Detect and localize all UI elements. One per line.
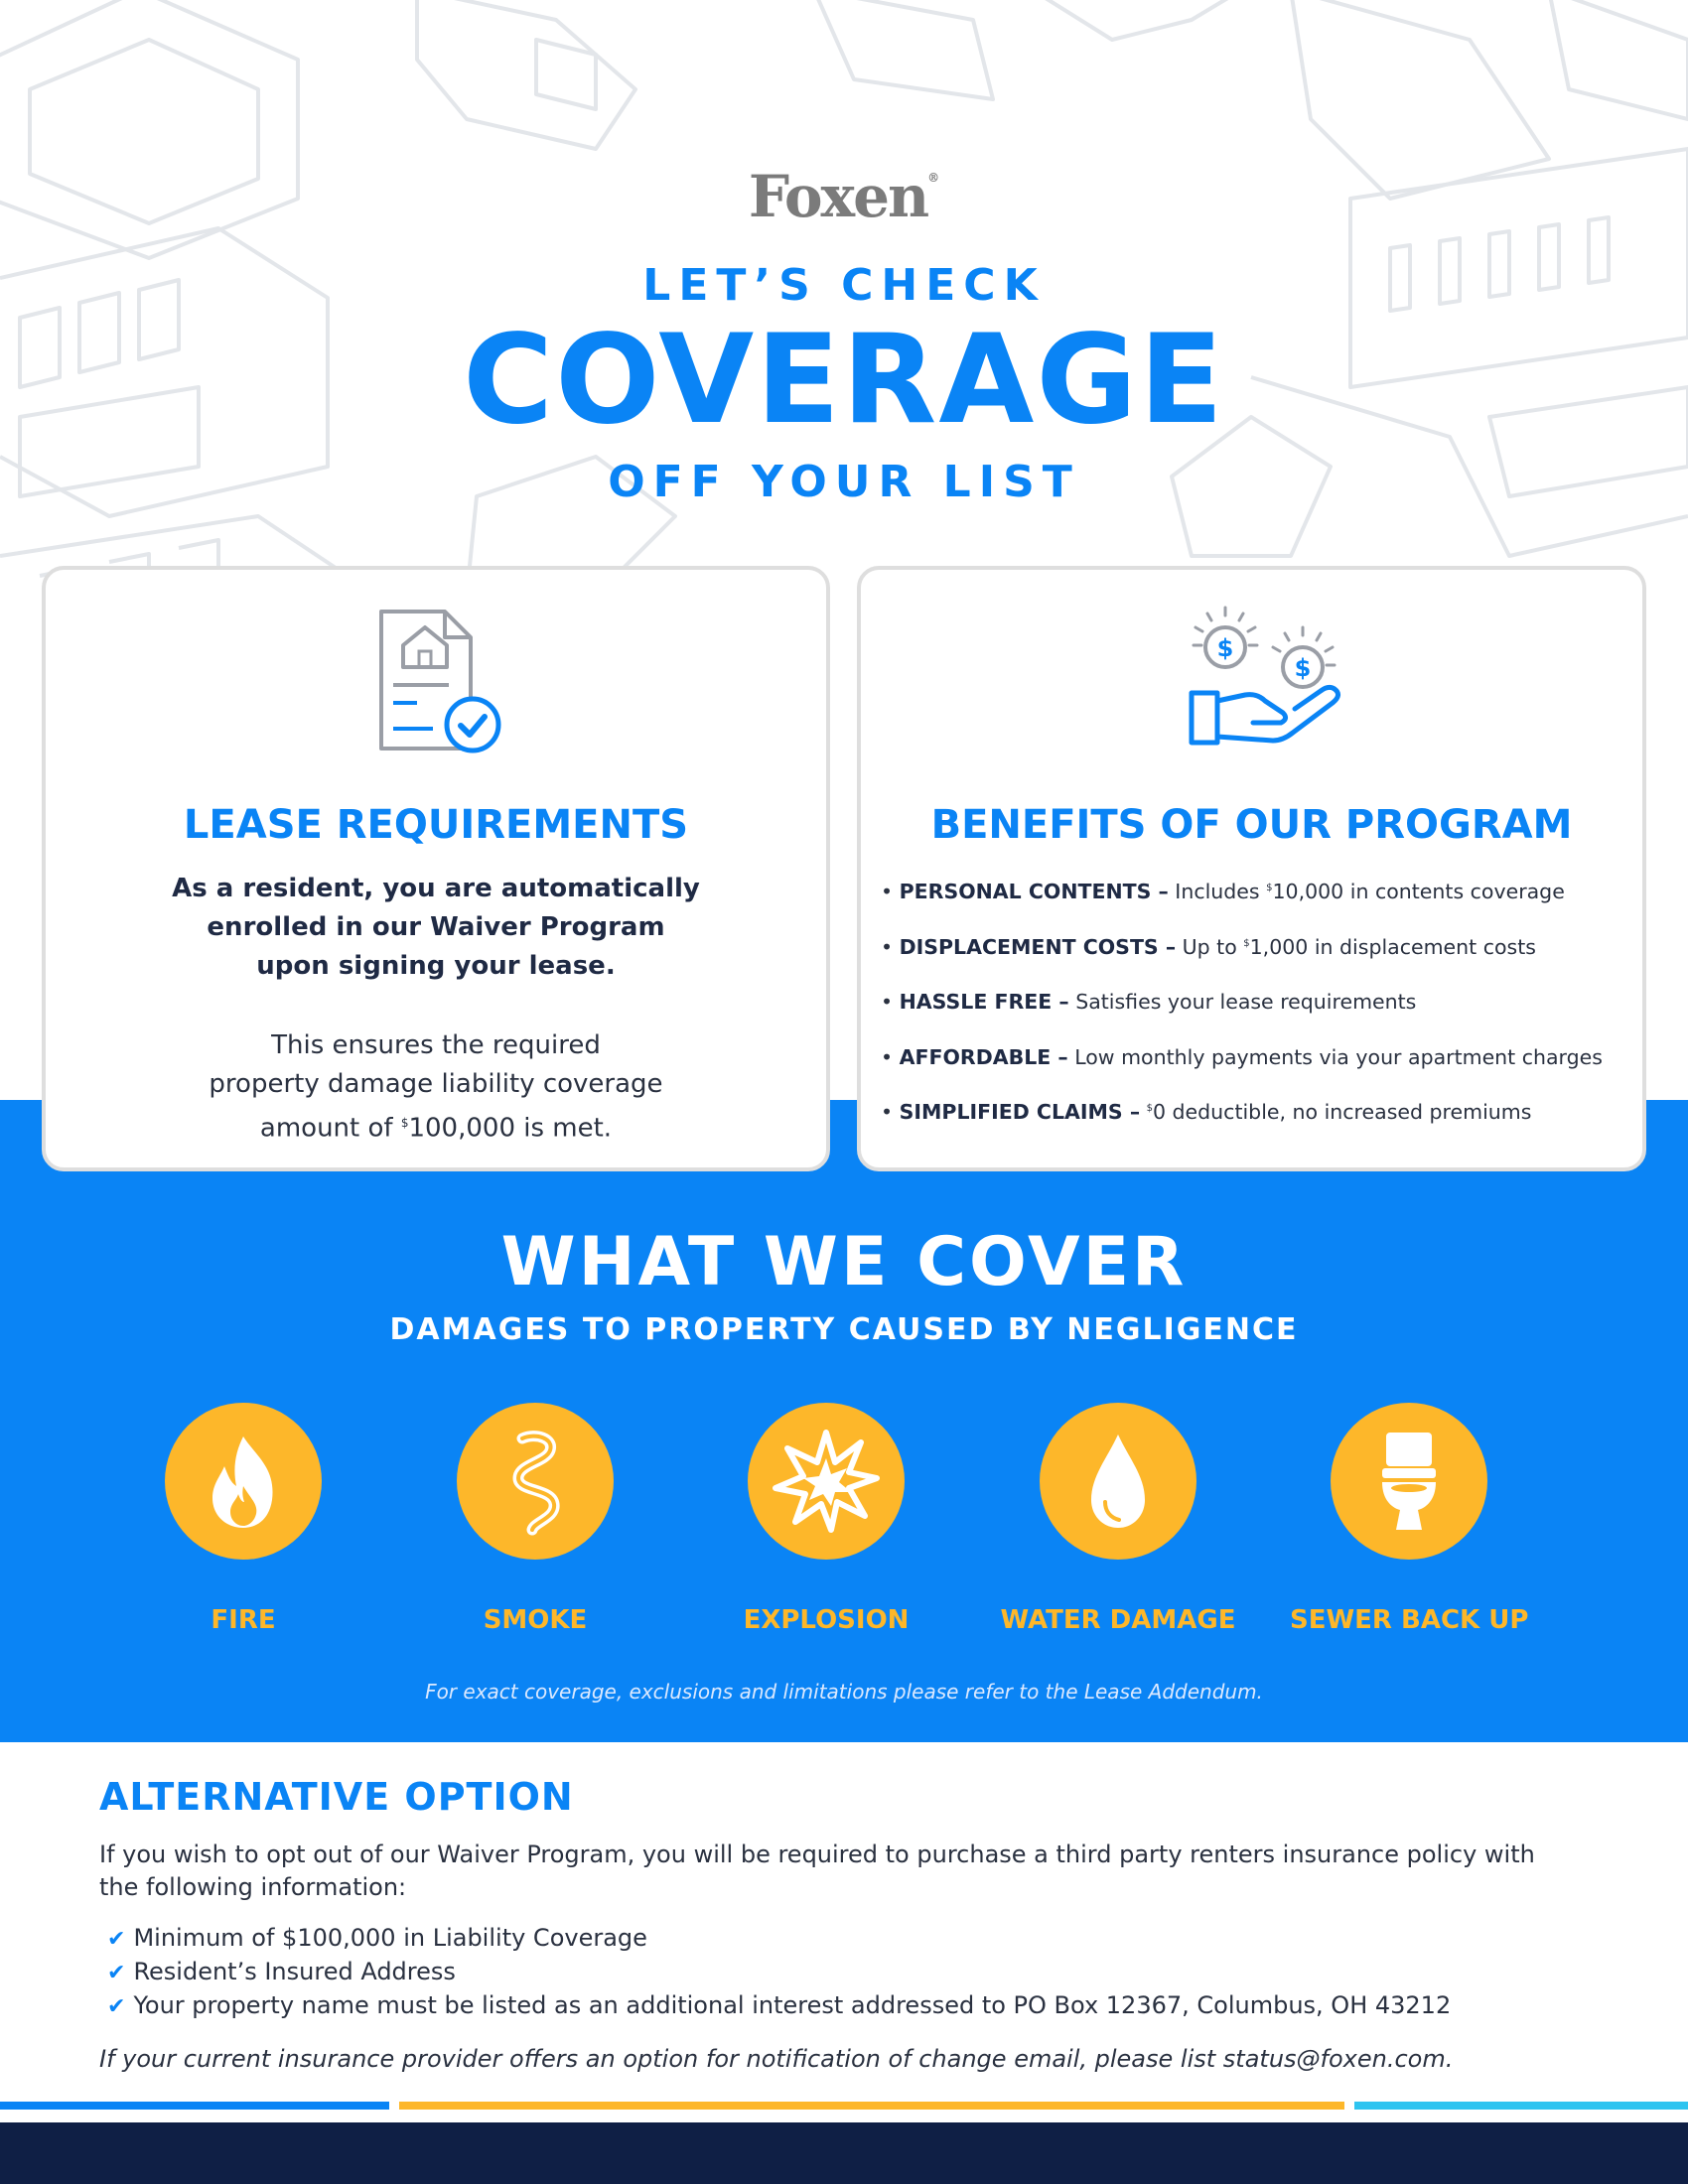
- lease-line: This ensures the required: [271, 1030, 601, 1060]
- lease-bold-line: enrolled in our Waiver Program: [207, 912, 665, 942]
- requirement-item: [107, 1922, 1451, 1956]
- currency-symbol: $: [1146, 1103, 1153, 1115]
- headline-line-3: OFF YOUR LIST: [608, 457, 1080, 507]
- coverage-footnote: For exact coverage, exclusions and limitations please refer to the Lease Addendum.: [425, 1680, 1263, 1704]
- hazard-sewer-back-up: [1290, 1403, 1528, 1635]
- what-we-cover-subtitle: DAMAGES TO PROPERTY CAUSED BY NEGLIGENCE: [389, 1312, 1299, 1347]
- amount-value: 100,000 is met.: [408, 1113, 613, 1144]
- bullet: •: [881, 1044, 894, 1069]
- benefit-item: [881, 935, 1635, 991]
- hazard-label: WATER DAMAGE: [1000, 1605, 1236, 1635]
- hazard-label: SEWER BACK UP: [1290, 1605, 1529, 1635]
- benefit-text: Includes: [1175, 880, 1267, 903]
- hand-with-coins-icon: [1184, 604, 1352, 752]
- benefit-item: [881, 990, 1635, 1045]
- foxen-logo: [0, 163, 1688, 230]
- bullet: •: [881, 1100, 894, 1124]
- benefit-label: SIMPLIFIED CLAIMS –: [899, 1100, 1141, 1124]
- registered-mark: ®: [927, 171, 940, 185]
- hazard-label: FIRE: [211, 1605, 276, 1635]
- checkmark-icon: ✔: [107, 1961, 126, 1985]
- benefit-item: [881, 880, 1635, 935]
- footer-bar: [0, 2122, 1688, 2184]
- water-drop-icon: [1040, 1403, 1196, 1560]
- bullet: •: [881, 880, 894, 903]
- lease-enrollment-text: [46, 870, 826, 986]
- footer-stripe-cyan: [1354, 2102, 1688, 2110]
- hazard-label: SMOKE: [483, 1605, 588, 1635]
- what-we-cover-title: WHAT WE COVER: [500, 1223, 1188, 1301]
- benefit-text: Low monthly payments via your apartment charges: [1074, 1044, 1603, 1069]
- benefit-text: Up to: [1182, 934, 1244, 959]
- benefit-item: [881, 1045, 1635, 1101]
- requirement-text: Your property name must be listed as an additional interest addressed to PO Box 12367, Columbus, OH 43212: [133, 1991, 1452, 2019]
- requirement-text: Minimum of $100,000 in Liability Coverage: [133, 1924, 647, 1952]
- hazard-water-damage: [999, 1403, 1237, 1635]
- benefits-list: [881, 880, 1635, 1156]
- benefit-label: HASSLE FREE –: [899, 990, 1069, 1014]
- headline-coverage: COVERAGE: [463, 309, 1225, 452]
- bullet: •: [881, 990, 894, 1014]
- checkmark-icon: ✔: [107, 1927, 126, 1952]
- toilet-icon: [1331, 1403, 1487, 1560]
- benefit-label: DISPLACEMENT COSTS –: [899, 934, 1177, 959]
- lease-bold-line: As a resident, you are automatically: [172, 874, 700, 903]
- alternative-intro: If you wish to opt out of our Waiver Program, you will be required to purchase a third party renters insurance policy with the following information:: [99, 1841, 1535, 1901]
- lease-line: property damage liability coverage: [209, 1069, 663, 1099]
- svg-text:$: $: [1216, 634, 1234, 662]
- requirement-item: [107, 1956, 1451, 1989]
- hazard-label: EXPLOSION: [743, 1605, 910, 1635]
- lease-requirements-title: LEASE REQUIREMENTS: [183, 802, 689, 848]
- lease-amount-line: [46, 1104, 826, 1149]
- benefit-text: 10,000 in contents coverage: [1272, 880, 1565, 903]
- notification-email-note: If your current insurance provider offers an option for notification of change email, please list status@foxen.com.: [99, 2045, 1454, 2073]
- smoke-icon: [457, 1403, 614, 1560]
- svg-text:$: $: [1294, 654, 1312, 682]
- benefit-text: 1,000 in displacement costs: [1249, 934, 1536, 959]
- headline-line-1: LET’S CHECK: [642, 260, 1046, 311]
- benefit-text: 0 deductible, no increased premiums: [1152, 1100, 1532, 1124]
- bullet: •: [881, 934, 894, 959]
- requirement-text: Resident’s Insured Address: [133, 1958, 456, 1985]
- logo-text: Foxen: [748, 163, 928, 230]
- hazard-fire: [124, 1403, 362, 1635]
- hazard-smoke: [416, 1403, 654, 1635]
- alternative-option-title: ALTERNATIVE OPTION: [99, 1775, 574, 1819]
- hazard-explosion: [707, 1403, 945, 1635]
- benefits-title: BENEFITS OF OUR PROGRAM: [930, 802, 1573, 848]
- lease-coverage-text: [46, 1026, 826, 1149]
- benefit-item: [881, 1100, 1635, 1156]
- benefits-card: [857, 566, 1646, 1171]
- alternative-requirements-list: [107, 1922, 1451, 2023]
- checkmark-icon: ✔: [107, 1994, 126, 2019]
- fire-icon: [165, 1403, 322, 1560]
- benefit-text: Satisfies your lease requirements: [1075, 990, 1417, 1014]
- lease-requirements-card: [42, 566, 830, 1171]
- amount-prefix: amount of: [259, 1113, 401, 1144]
- footer-stripe-yellow: [399, 2102, 1344, 2110]
- requirement-item: [107, 1989, 1451, 2023]
- currency-symbol: $: [1266, 883, 1273, 894]
- benefit-label: PERSONAL CONTENTS –: [899, 880, 1169, 903]
- amount-currency: $: [400, 1116, 409, 1130]
- currency-symbol: $: [1243, 937, 1250, 949]
- lease-document-check-icon: [373, 608, 508, 756]
- footer-stripe-blue: [0, 2102, 389, 2110]
- lease-bold-line: upon signing your lease.: [256, 951, 616, 981]
- benefit-label: AFFORDABLE –: [899, 1044, 1068, 1069]
- explosion-icon: [748, 1403, 905, 1560]
